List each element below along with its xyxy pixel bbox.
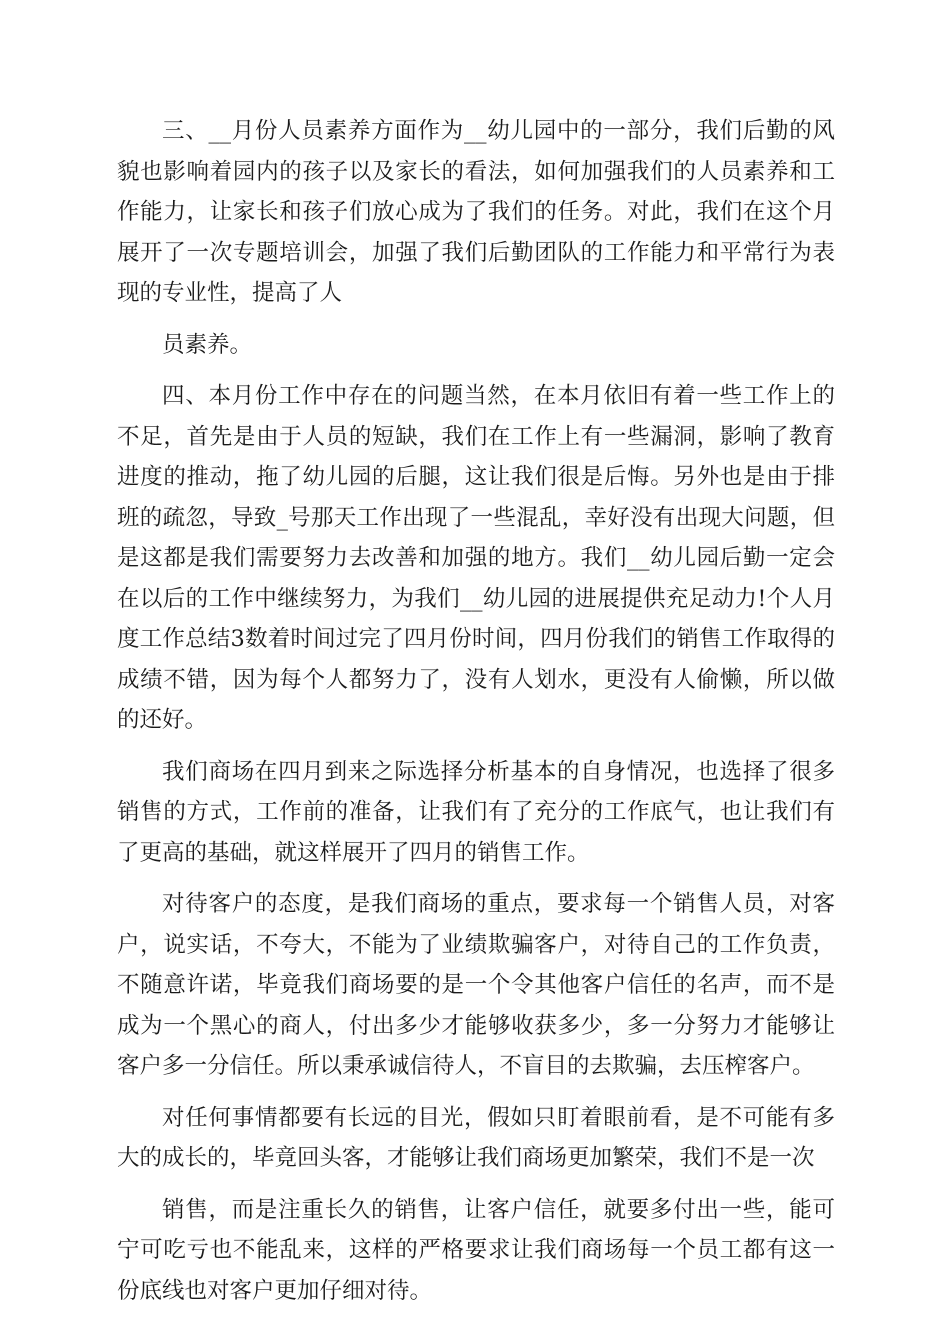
paragraph-problems: 四、本月份工作中存在的问题当然，在本月依旧有着一些工作上的不足，首先是由于人员的短缺，我们在工作上有一些漏洞，影响了教育进度的推动，拖了幼儿园的后腿，这让我们很是后悔。另外也是由于排班的疏忽，导致_号那天工作出现了一些混乱，幸好没有出现大问题，但是这都是我们需要努力去改善和加强的地方。我们__幼儿园后勤一定会在以后的工作中继续努力，为我们__幼儿园的进展提供充足动力!个人月度工作总结3数着时间过完了四月份时间，四月份我们的销售工作取得的成绩不错，因为每个人都努力了，没有人划水，更没有人偷懒，所以做的还好。: [117, 383, 835, 733]
paragraph-staff-quality: 三、__月份人员素养方面作为__幼儿园中的一部分，我们后勤的风貌也影响着园内的孩子以及家长的看法，如何加强我们的人员素养和工作能力，让家长和孩子们放心成为了我们的任务。对此，我们在这个月展开了一次专题培训会，加强了我们后勤团队的工作能力和平常行为表现的专业性，提高了人: [117, 118, 835, 306]
paragraph-long-term-sales: 销售，而是注重长久的销售，让客户信任，就要多付出一些，能可宁可吃亏也不能乱来，这样的严格要求让我们商场每一个员工都有这一份底线也对客户更加仔细对待。: [117, 1196, 835, 1304]
document-body: [117, 111, 835, 1311]
paragraph-mall-preparation: 我们商场在四月到来之际选择分析基本的自身情况，也选择了很多销售的方式，工作前的准备，让我们有了充分的工作底气，也让我们有了更高的基础，就这样展开了四月的销售工作。: [117, 758, 835, 866]
paragraph-staff-quality-continued: 员素养。: [162, 331, 253, 358]
paragraph-customer-attitude: 对待客户的态度，是我们商场的重点，要求每一个销售人员，对客户，说实话，不夸大，不能为了业绩欺骗客户，对待自己的工作负责，不随意许诺，毕竟我们商场要的是一个令其他客户信任的名声，而不是成为一个黑心的商人，付出多少才能够收获多少，多一分努力才能够让客户多一分信任。所以秉承诚信待人，不盲目的去欺骗，去压榨客户。: [117, 891, 835, 1079]
paragraph-long-term-vision: 对任何事情都要有长远的目光，假如只盯着眼前看，是不可能有多大的成长的，毕竟回头客，才能够让我们商场更加繁荣，我们不是一次: [117, 1104, 835, 1171]
